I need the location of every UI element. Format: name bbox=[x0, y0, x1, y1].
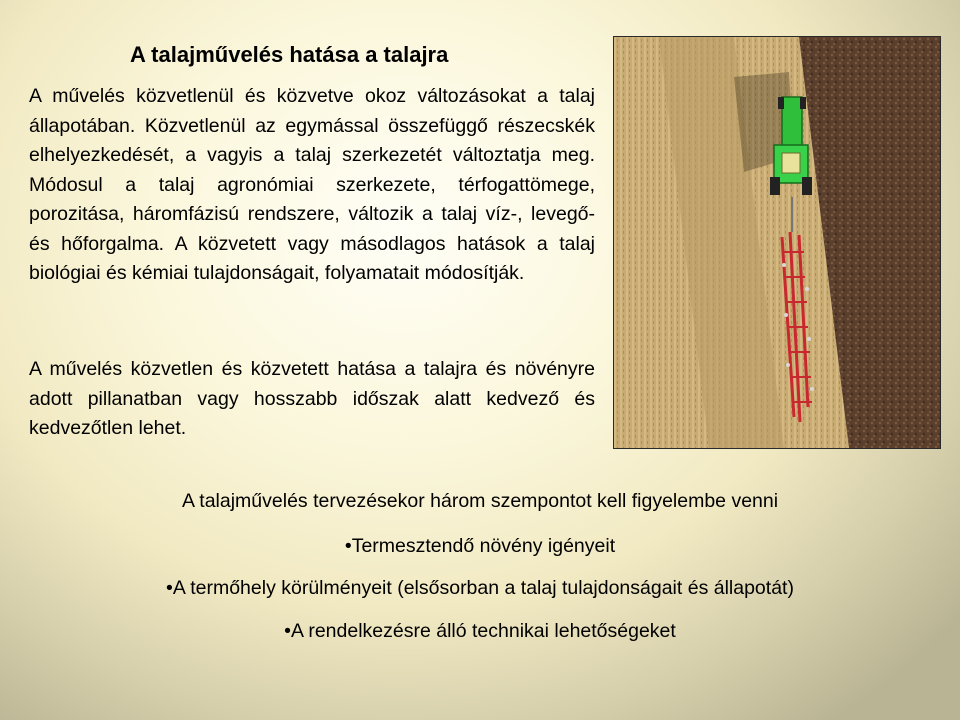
paragraph-overall-effects: A művelés közvetlen és közvetett hatása a talajra és növényre adott pillanatban vagy hosszabb időszak alatt kedvező és kedvezőtlen lehet. bbox=[29, 358, 595, 439]
planning-heading: A talajművelés tervezésekor három szempontot kell figyelembe venni bbox=[181, 490, 779, 512]
slide-title: A talajművelés hatása a talajra bbox=[130, 42, 449, 67]
paragraph-direct-effects: A művelés közvetlenül és közvetve okoz változásokat a talaj állapotában. Közvetlenül az egymással összefüggő részecskék elhelyezkedését, a vagyis a talaj szerkezetét változtatja meg. Módosul a talaj agronómiai szerkezete, térfogattömege, porozitása, háromfázisú rendszere, változik a talaj víz-, levegő- és hőforgalma. A közvetett vagy másodlagos hatások a talaj biológiai és kémiai tulajdonságait, folyamatait módosítják. bbox=[29, 85, 595, 284]
bullet-icon: • bbox=[166, 577, 173, 599]
list-item-site-conditions bbox=[0, 575, 960, 601]
list-item-text: Termesztendő növény igényeit bbox=[351, 535, 616, 557]
list-item-crop-needs bbox=[0, 533, 960, 559]
list-item-text: A rendelkezésre álló technikai lehetőségeket bbox=[290, 620, 676, 642]
list-item-technical-options bbox=[0, 618, 960, 644]
bullet-icon: • bbox=[344, 535, 352, 557]
list-item-text: A termőhely körülményeit (elsősorban a talaj tulajdonságait és állapotát) bbox=[172, 577, 794, 599]
aerial-tractor-field-photo bbox=[613, 36, 941, 449]
bullet-icon: • bbox=[284, 620, 291, 642]
